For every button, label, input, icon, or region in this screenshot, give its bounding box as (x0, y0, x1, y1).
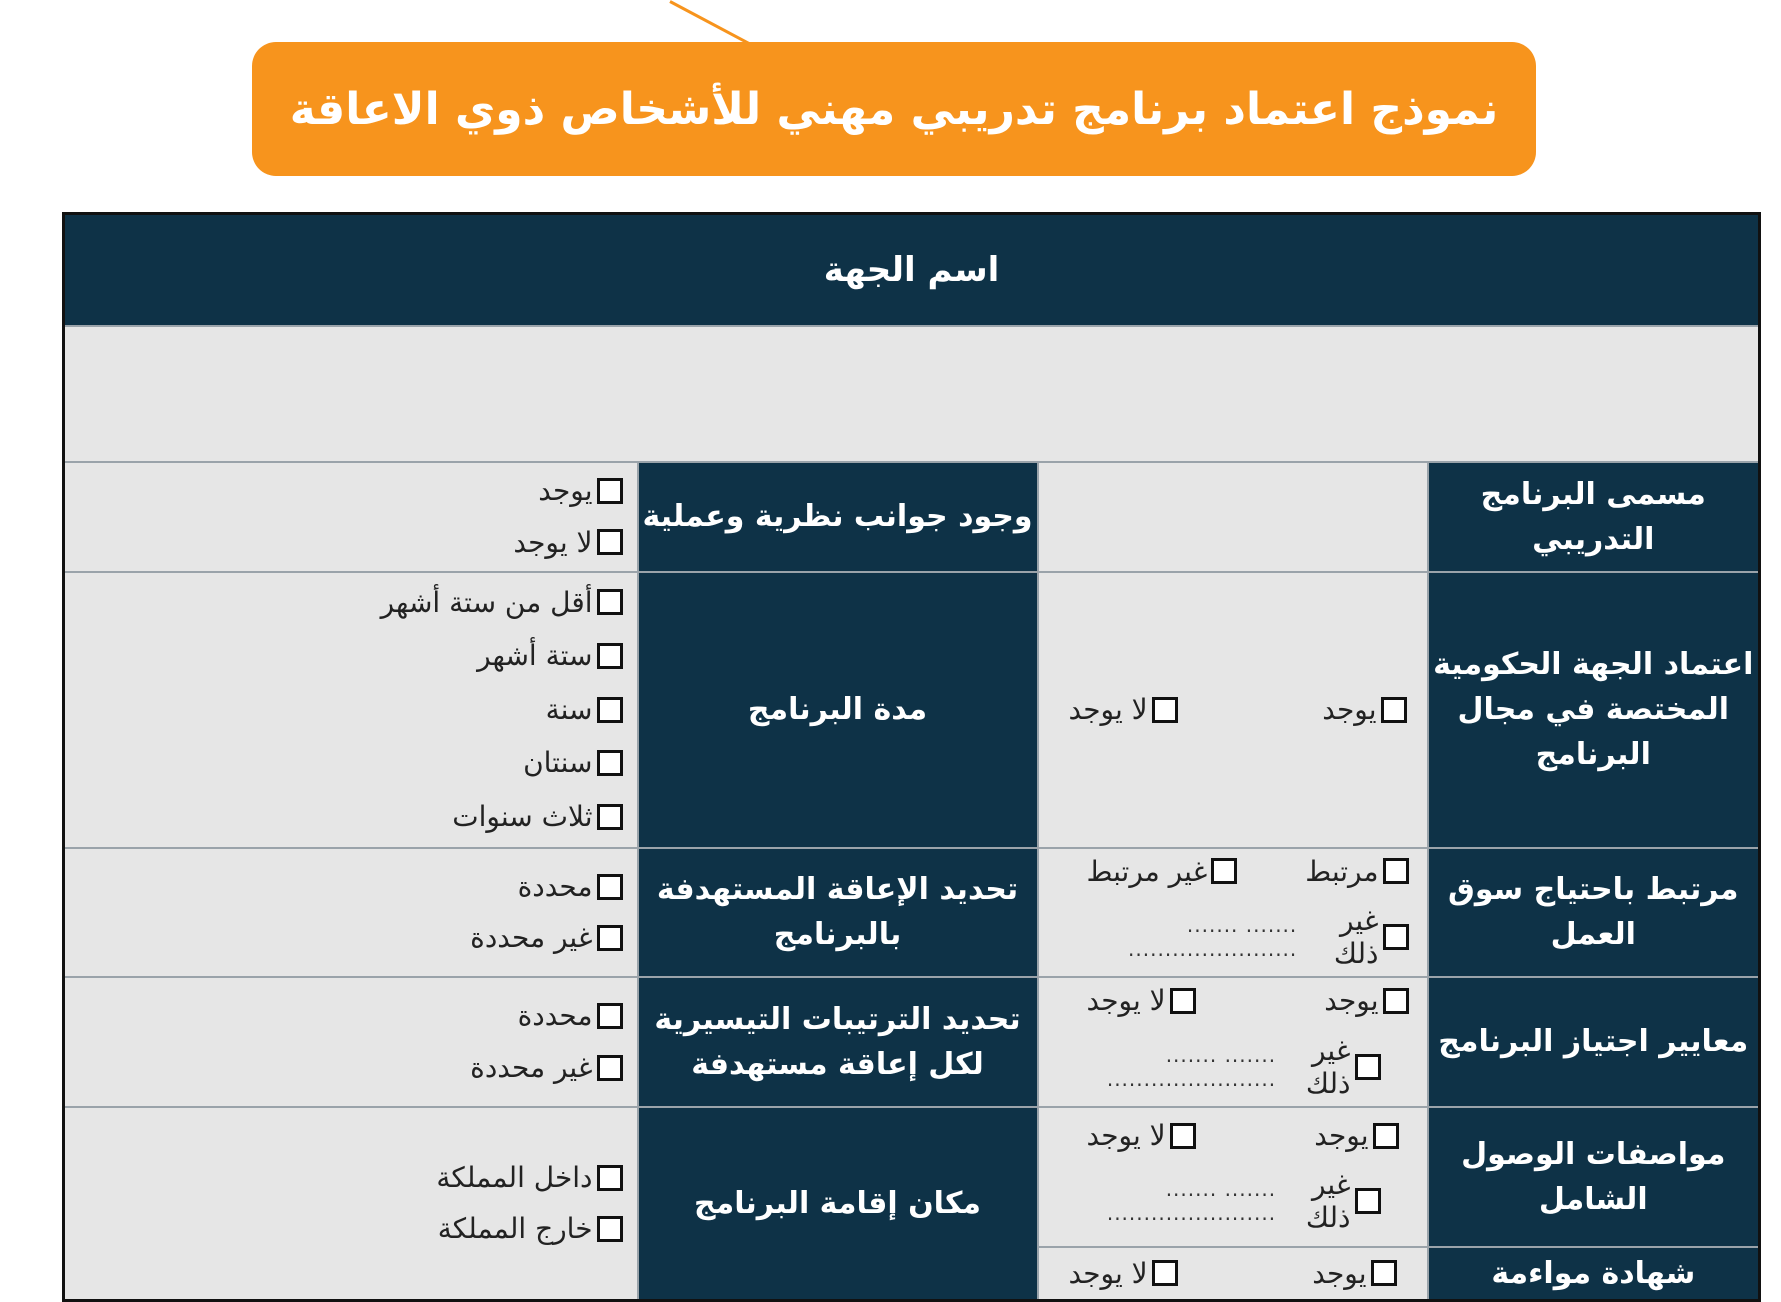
program-name-label-cell (1428, 462, 1760, 572)
duration-options (64, 572, 638, 848)
pass-criteria-options (1038, 977, 1428, 1107)
checkbox-icon[interactable] (597, 1165, 623, 1191)
disability-target-option-defined[interactable] (79, 870, 623, 904)
labor-market-options (1038, 848, 1428, 978)
option-label: غير محددة (470, 1050, 593, 1084)
program-name-input-cell[interactable] (1038, 462, 1428, 572)
checkbox-icon[interactable] (597, 874, 623, 900)
option-label: يوجد (538, 473, 593, 507)
duration-label: مدة البرنامج (747, 692, 928, 727)
pass-criteria-option-no[interactable] (1087, 984, 1196, 1018)
accessibility-option-no[interactable] (1087, 1119, 1196, 1153)
checkbox-icon[interactable] (1152, 1260, 1178, 1286)
checkbox-icon[interactable] (1371, 1260, 1397, 1286)
checkbox-icon[interactable] (1355, 1188, 1381, 1214)
location-options (64, 1107, 638, 1301)
checkbox-icon[interactable] (597, 750, 623, 776)
location-option-inside[interactable] (79, 1161, 623, 1195)
checkbox-icon[interactable] (597, 1003, 623, 1029)
checkbox-icon[interactable] (597, 697, 623, 723)
accessibility-label-cell (1428, 1107, 1760, 1247)
entity-name-label: اسم الجهة (823, 249, 1000, 290)
duration-option-six-months[interactable] (79, 639, 623, 673)
checkbox-icon[interactable] (1170, 988, 1196, 1014)
checkbox-icon[interactable] (1381, 697, 1407, 723)
option-label: غير ذلك (1305, 1033, 1351, 1100)
theory-practice-option-yes[interactable] (79, 474, 623, 508)
theory-practice-label-cell (638, 462, 1038, 572)
conformity-cert-label-cell (1428, 1247, 1760, 1301)
duration-label-cell (638, 572, 1038, 848)
option-label: غير ذلك (1305, 1168, 1351, 1235)
option-label: لا يوجد (1068, 692, 1148, 726)
option-label: غير مرتبط (1086, 854, 1208, 888)
option-label: لا يوجد (1086, 1118, 1166, 1152)
location-label: مكان إقامة البرنامج (694, 1185, 981, 1221)
facilitation-label-cell (638, 977, 1038, 1107)
labor-market-label-cell (1428, 848, 1760, 978)
option-label: ستة أشهر (477, 639, 593, 673)
other-fill-line[interactable]: ....... ....... ....................... (1128, 913, 1298, 962)
option-label: يوجد (1322, 692, 1377, 726)
facilitation-label: تحديد الترتيبات التيسيرية لكل إعاقة مستهدفة (654, 1001, 1021, 1082)
facilitation-options (64, 977, 638, 1107)
checkbox-icon[interactable] (1383, 858, 1409, 884)
entity-name-input-area[interactable] (64, 326, 1760, 462)
checkbox-icon[interactable] (597, 1055, 623, 1081)
checkbox-icon[interactable] (597, 478, 623, 504)
option-label: محددة (517, 999, 593, 1033)
disability-target-options (64, 848, 638, 978)
option-label: غير ذلك (1333, 904, 1379, 971)
option-label: غير محددة (470, 921, 593, 955)
checkbox-icon[interactable] (1170, 1123, 1196, 1149)
labor-market-option-other[interactable] (1057, 904, 1409, 970)
checkbox-icon[interactable] (597, 1216, 623, 1242)
entity-name-header (64, 214, 1760, 326)
checkbox-icon[interactable] (597, 643, 623, 669)
option-label: يوجد (1324, 984, 1379, 1018)
checkbox-icon[interactable] (1211, 858, 1237, 884)
labor-market-label: مرتبط باحتياج سوق العمل (1448, 872, 1739, 953)
option-label: لا يوجد (513, 525, 593, 559)
facilitation-option-undefined[interactable] (79, 1051, 623, 1085)
facilitation-option-defined[interactable] (79, 999, 623, 1033)
labor-market-option-linked[interactable] (1305, 855, 1408, 889)
checkbox-icon[interactable] (597, 529, 623, 555)
pass-criteria-label: معايير اجتياز البرنامج (1438, 1024, 1749, 1060)
checkbox-icon[interactable] (597, 925, 623, 951)
accessibility-label: مواصفات الوصول الشامل (1461, 1136, 1726, 1217)
option-label: لا يوجد (1086, 984, 1166, 1018)
location-option-outside[interactable] (79, 1212, 623, 1246)
accessibility-option-yes[interactable] (1314, 1119, 1398, 1153)
checkbox-icon[interactable] (1355, 1054, 1381, 1080)
option-label: مرتبط (1305, 854, 1379, 888)
option-label: محددة (517, 869, 593, 903)
labor-market-option-not-linked[interactable] (1087, 855, 1238, 889)
form-title: نموذج اعتماد برنامج تدريبي مهني للأشخاص ذوي الاعاقة (289, 83, 1499, 135)
accessibility-option-other[interactable] (1057, 1168, 1409, 1234)
checkbox-icon[interactable] (1383, 924, 1409, 950)
checkbox-icon[interactable] (1373, 1123, 1399, 1149)
duration-option-two-years[interactable] (79, 746, 623, 780)
option-label: خارج المملكة (437, 1212, 593, 1246)
gov-accreditation-label: اعتماد الجهة الحكومية المختصة في مجال البرنامج (1433, 647, 1754, 772)
option-label: أقل من ستة أشهر (380, 585, 593, 619)
accreditation-form-table (62, 212, 1761, 1302)
form-title-banner (252, 42, 1536, 176)
disability-target-option-undefined[interactable] (79, 921, 623, 955)
other-fill-line[interactable]: ....... ....... ....................... (1106, 1177, 1277, 1226)
theory-practice-options (64, 462, 638, 572)
option-label: سنة (545, 692, 593, 726)
gov-accreditation-label-cell (1428, 572, 1760, 848)
conformity-cert-option-yes[interactable] (1312, 1257, 1396, 1291)
disability-target-label: تحديد الإعاقة المستهدفة بالبرنامج (656, 872, 1019, 953)
conformity-cert-option-no[interactable] (1069, 1257, 1178, 1291)
accessibility-options (1038, 1107, 1428, 1247)
theory-practice-option-no[interactable] (79, 526, 623, 560)
checkbox-icon[interactable] (1383, 988, 1409, 1014)
pass-criteria-label-cell (1428, 977, 1760, 1107)
option-label: لا يوجد (1068, 1256, 1148, 1290)
option-label: يوجد (1314, 1118, 1369, 1152)
pass-criteria-option-yes[interactable] (1324, 984, 1408, 1018)
gov-accreditation-options (1038, 572, 1428, 848)
conformity-cert-label: شهادة مواءمة (1491, 1255, 1696, 1291)
program-name-label: مسمى البرنامج التدريبي (1480, 476, 1706, 557)
option-label: داخل المملكة (436, 1160, 593, 1194)
other-fill-line[interactable]: ....... ....... ....................... (1106, 1042, 1277, 1091)
location-label-cell (638, 1107, 1038, 1301)
checkbox-icon[interactable] (597, 804, 623, 830)
option-label: ثلاث سنوات (452, 799, 593, 833)
gov-accreditation-option-yes[interactable] (1322, 693, 1406, 727)
conformity-cert-options (1038, 1247, 1428, 1301)
duration-option-one-year[interactable] (79, 693, 623, 727)
gov-accreditation-option-no[interactable] (1069, 693, 1178, 727)
duration-option-less-six-months[interactable] (79, 586, 623, 620)
option-label: سنتان (523, 746, 593, 780)
checkbox-icon[interactable] (597, 589, 623, 615)
theory-practice-label: وجود جوانب نظرية وعملية (642, 499, 1033, 534)
pass-criteria-option-other[interactable] (1057, 1034, 1409, 1100)
disability-target-label-cell (638, 848, 1038, 978)
checkbox-icon[interactable] (1152, 697, 1178, 723)
option-label: يوجد (1312, 1256, 1367, 1290)
duration-option-three-years[interactable] (79, 800, 623, 834)
